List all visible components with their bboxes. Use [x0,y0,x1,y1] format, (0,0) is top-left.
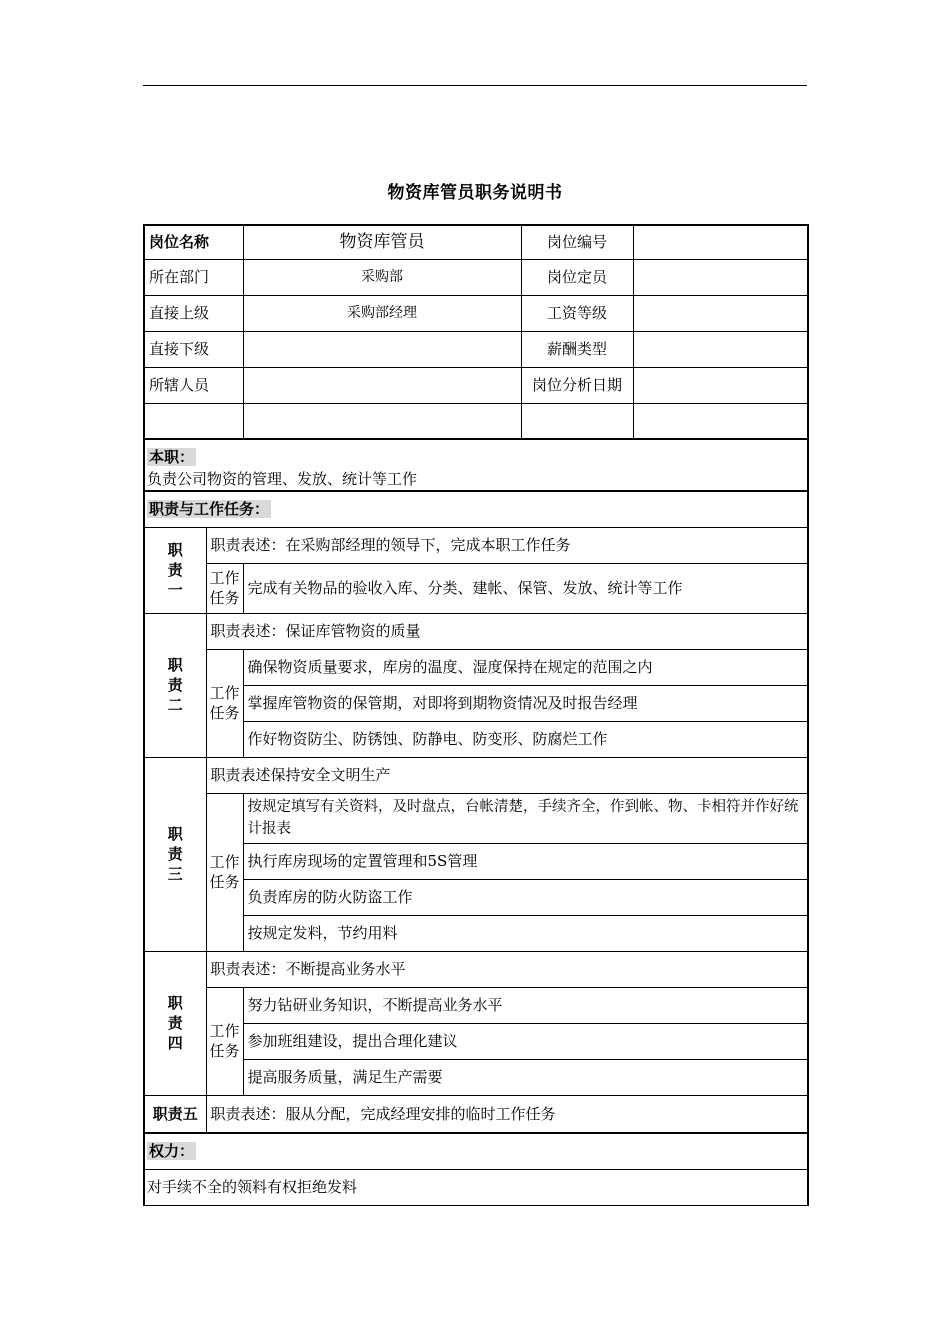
job-description-table [143,224,809,1206]
task-label: 工作 任务 [206,563,243,613]
info-row [144,295,808,331]
info-label: 岗位定员 [521,259,633,295]
info-value: 物资库管员 [243,225,521,259]
main-duty-heading: 本职： [149,448,195,466]
duty-3-task-row [144,793,808,843]
duty-2-description: 职责表述：保证库管物资的质量 [206,613,808,649]
duty-5-row [144,1095,808,1133]
duty-5-description: 职责表述：服从分配，完成经理安排的临时工作任务 [206,1095,808,1133]
info-row [144,331,808,367]
duty-4-task-1: 努力钻研业务知识，不断提高业务水平 [243,987,808,1023]
duty-2-task-3: 作好物资防尘、防锈蚀、防静电、防变形、防腐烂工作 [243,721,808,757]
duty-4-description: 职责表述：不断提高业务水平 [206,951,808,987]
info-value [633,259,808,295]
duty-1-label: 职 责 一 [144,527,206,613]
duty-1-task-1: 完成有关物品的验收入库、分类、建帐、保管、发放、统计等工作 [243,563,808,613]
duty-2-task-row [144,721,808,757]
authority-row [144,1169,808,1205]
document-title: 物资库管员职务说明书 [387,183,563,203]
duty-3-task-row [144,843,808,879]
duty-2-task-1: 确保物资质量要求，库房的温度、湿度保持在规定的范围之内 [243,649,808,685]
main-duty-text: 负责公司物资的管理、发放、统计等工作 [147,470,418,488]
task-label: 工作 任务 [206,649,243,757]
duty-5-label: 职责五 [144,1095,206,1133]
info-value: 采购部经理 [243,295,521,331]
duties-heading-row [144,491,808,527]
duty-4-task-3: 提高服务质量，满足生产需要 [243,1059,808,1095]
task-label: 工作 任务 [206,987,243,1095]
duty-4-task-row [144,1023,808,1059]
info-label: 岗位分析日期 [521,367,633,403]
info-row [144,259,808,295]
duty-1-description-row [144,527,808,563]
duty-2-label: 职 责 二 [144,613,206,757]
info-label: 所辖人员 [144,367,243,403]
duty-4-description-row [144,951,808,987]
duty-2-task-2: 掌握库管物资的保管期，对即将到期物资情况及时报告经理 [243,685,808,721]
authority-heading-row [144,1133,808,1169]
duty-3-description: 职责表述保持安全文明生产 [206,757,808,793]
info-label: 岗位编号 [521,225,633,259]
header-rule [143,85,807,86]
duty-2-description-row [144,613,808,649]
info-value [633,331,808,367]
duty-3-task-row [144,879,808,915]
duty-3-task-4: 按规定发料，节约用料 [243,915,808,951]
info-row [144,225,808,259]
info-value: 采购部 [243,259,521,295]
info-value [633,367,808,403]
info-value [633,225,808,259]
authority-heading: 权力： [149,1142,195,1161]
info-value [243,367,521,403]
info-row [144,367,808,403]
duty-3-task-row [144,915,808,951]
info-value [633,295,808,331]
duty-3-task-3: 负责库房的防火防盗工作 [243,879,808,915]
duty-4-task-2: 参加班组建设，提出合理化建议 [243,1023,808,1059]
duty-2-task-row [144,685,808,721]
info-label: 所在部门 [144,259,243,295]
duty-3-description-row [144,757,808,793]
duty-4-task-row [144,1059,808,1095]
duty-4-label: 职 责 四 [144,951,206,1095]
duty-1-task-row [144,563,808,613]
info-row-empty [144,403,808,439]
main-duty-section [144,439,808,491]
duty-3-task-1: 按规定填写有关资料，及时盘点，台帐清楚，手续齐全，作到帐、物、卡相符并作好统计报表 [243,793,808,843]
duty-4-task-row [144,987,808,1023]
info-label: 工资等级 [521,295,633,331]
duty-2-task-row [144,649,808,685]
info-value [243,331,521,367]
duty-3-task-2: 执行库房现场的定置管理和5S管理 [243,843,808,879]
task-label: 工作 任务 [206,793,243,951]
info-label: 直接下级 [144,331,243,367]
authority-text: 对手续不全的领料有权拒绝发料 [144,1169,808,1205]
info-label: 直接上级 [144,295,243,331]
duties-heading: 职责与工作任务： [149,500,270,519]
duty-1-description: 职责表述：在采购部经理的领导下，完成本职工作任务 [206,527,808,563]
info-label: 岗位名称 [144,225,243,259]
duty-3-label: 职 责 三 [144,757,206,951]
info-label: 薪酬类型 [521,331,633,367]
